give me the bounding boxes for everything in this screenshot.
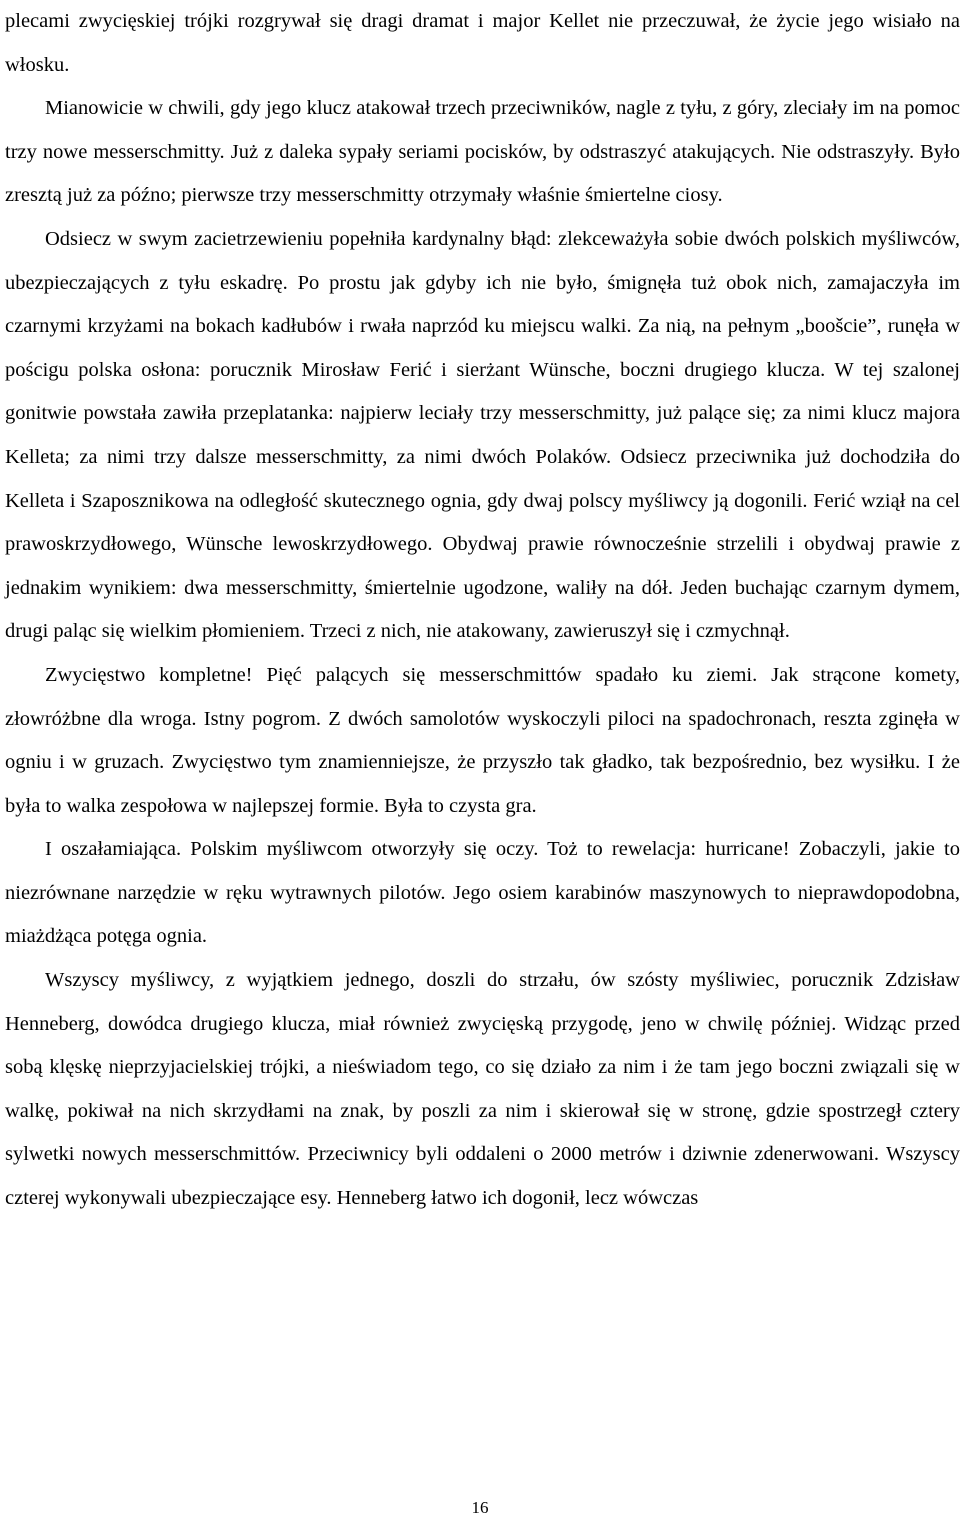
body-text [5,0,960,1221]
paragraph: Zwycięstwo kompletne! Pięć palących się messerschmittów spadało ku ziemi. Jak strącone komety, złowróżbne dla wroga. Istny pogrom. Z dwóch samolotów wyskoczyli piloci na spadochronach, reszta zginęła w ogniu i w gruzach. Zwycięstwo tym znamienniejsze, że przyszło tak gładko, tak bezpośrednio, bez wysiłku. I że była to walka zespołowa w najlepszej formie. Była to czysta gra. [5,663,960,817]
paragraph: Wszyscy myśliwcy, z wyjątkiem jednego, doszli do strzału, ów szósty myśliwiec, porucznik Zdzisław Henneberg, dowódca drugiego klucza, miał również zwycięską przygodę, jeno w chwilę później. Widząc przed sobą klęskę nieprzyjacielskiej trójki, a nieświadom tego, co się działo za nim i że tam jego boczni związali się w walkę, pokiwał na nich skrzydłami na znak, by poszli za nim i skierował się w stronę, gdzie spostrzegł cztery sylwetki nowych messerschmittów. Przeciwnicy byli oddaleni o 2000 metrów i dziwnie zdenerwowani. Wszyscy czterej wykonywali ubezpieczające esy. Henneberg łatwo ich dogonił, lecz wówczas [5,969,960,1210]
paragraph: plecami zwycięskiej trójki rozgrywał się dragi dramat i major Kellet nie przeczuwał, że życie jego wisiało na włosku. [5,10,960,76]
paragraph: Odsiecz w swym zacietrzewieniu popełniła kardynalny błąd: zlekceważyła sobie dwóch polskich myśliwców, ubezpieczających z tyłu eskadrę. Po prostu jak gdyby ich nie było, śmignęła tuż obok nich, zamajaczyła im czarnymi krzyżami na bokach kadłubów i rwała naprzód ku miejscu walki. Za nią, na pełnym „boošcie”, runęła w pościgu polska osłona: porucznik Mirosław Ferić i sierżant Wünsche, boczni drugiego klucza. W tej szalonej gonitwie powstała zawiła przeplatanka: najpierw leciały trzy messerschmitty, już palące się; za nimi klucz majora Kelleta; za nimi trzy dalsze messerschmitty, za nimi dwóch Polaków. Odsiecz przeciwnika już dochodziła do Kelleta i Szaposznikowa na odległość skutecznego ognia, gdy dwaj polscy myśliwcy ją dogonili. Ferić wziął na cel prawoskrzydłowego, Wünsche lewoskrzydłowego. Obydwaj prawie równocześnie strzelili i obydwaj prawie z jednakim wynikiem: dwa messerschmitty, śmiertelnie ugodzone, waliły na dół. Jeden buchając czarnym dymem, drugi paląc się wielkim płomieniem. Trzeci z nich, nie atakowany, zawieruszył się i czmychnął. [5,227,960,643]
paragraph: I oszałamiająca. Polskim myśliwcom otworzyły się oczy. Toż to rewelacja: hurricane! Zobaczyli, jakie to niezrównane narzędzie w ręku wytrawnych pilotów. Jego osiem karabinów maszynowych to nieprawdopodobna, miażdżąca potęga ognia. [5,838,960,948]
page-number: 16 [471,1498,489,1517]
paragraph: Mianowicie w chwili, gdy jego klucz atakował trzech przeciwników, nagle z tyłu, z góry, zleciały im na pomoc trzy nowe messerschmitty. Już z daleka sypały seriami pocisków, by odstraszyć atakujących. Nie odstraszyły. Było zresztą już za późno; pierwsze trzy messerschmitty otrzymały właśnie śmiertelne ciosy. [5,97,960,207]
